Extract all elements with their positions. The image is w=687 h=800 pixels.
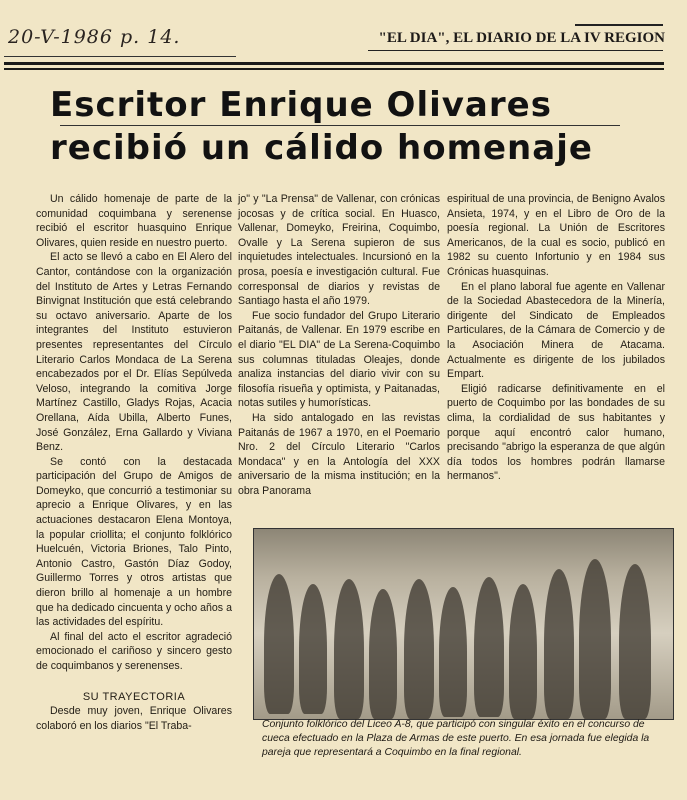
photo-caption: Conjunto folklórico del Liceo A-8, que participó con singular éxito en el concurso de cueca efectuado en la Plaza de Armas de este puerto. En esa jornada fue elegida la pareja que representará a Coquimbo en la final regional. (262, 719, 650, 758)
newspaper-name: "EL DIA", EL DIARIO DE LA IV REGION (378, 30, 665, 46)
paragraph: espiritual de una provincia, de Benigno Avalos Ansieta, 1974, y en el Libro de Oro de la poesía regional. La Unión de Escritores Americanos, de la cual es socio, publicó en 1982 su cuento Infortunio y en 1984 sus Crónicas huasquinas. (447, 193, 665, 278)
paragraph: El acto se llevó a cabo en El Alero del Cantor, contándose con la organización del Instituto de Artes y Letras Fernando Binvignat Institución que está celebrando su octavo aniversario. Aparte de los integrantes del Instituto estuvieron presentes representantes del Círculo Literario Carlos Mondaca de La Serena encabezados por el Dr. Elías Sepúlveda Veloso, integrando la comitiva Jorge Martínez Castillo, Gladys Rojas, Acacia Orellana, Aída Ubilla, Alberto Funes, José González, Erna Gallardo y Viviana Benz. (36, 251, 232, 454)
header-rule (4, 68, 664, 70)
subheading: SU TRAYECTORIA (82, 690, 186, 703)
article-column-2 (238, 192, 440, 498)
headline-line-2: recibió un cálido homenaje (50, 128, 593, 168)
paragraph: Desde muy joven, Enrique Olivares colaboró en los diarios "El Traba- (36, 705, 232, 732)
paragraph: Eligió radicarse definitivamente en el puerto de Coquimbo por las bondades de su clima, la cordialidad de sus habitantes y porque aquí encontró calor humano, precisando "abrigo la esperanza de que algún día todos los hombres podrán llamarse hermanos". (447, 382, 665, 483)
paragraph: jo" y "La Prensa" de Vallenar, con crónicas jocosas y de crítica social. En Huasco, Vallenar, Domeyko, Freirina, Coquimbo, Ovalle y La Serena supieron de sus inquietudes intelectuales. Incursionó en la prosa, poesía e investigación cultural. Fue corresponsal de diarios y revistas de Santiago hasta el año 1979. (238, 193, 440, 308)
divider (4, 56, 236, 57)
divider (575, 24, 663, 26)
handwritten-date-note: 20-V-1986 p. 14. (8, 26, 181, 48)
article-column-3 (447, 192, 665, 484)
header-rule (4, 62, 664, 65)
paragraph: En el plano laboral fue agente en Vallenar de la Sociedad Abastecedora de la Minería, dirigente del Sindicato de Empleados Particulares, de la Cámara de Comercio y de la Asociación Minera de Atacama. Actualmente es dirigente de los jubilados Empart. (447, 280, 665, 381)
paragraph: Un cálido homenaje de parte de la comunidad coquimbana y serenense recibió el escritor huasquino Enrique Olivares, quien reside en nuestro puerto. (36, 193, 232, 249)
paragraph: Al final del acto el escritor agradeció emocionado el cariñoso y sincero gesto de coquimbanos y serenenses. (36, 630, 232, 672)
paragraph: Se contó con la destacada participación del Grupo de Amigos de Domeyko, que concurrió a testimoniar su aprecio a Enrique Olivares, y en las actuaciones destacaron Elena Montoya, la popular criollita; el conjunto folklórico Huelcuén, Victoria Briones, Talo Pinto, Antonio Castro, Gastón Díaz Godoy, Guillermo Torres y otros artistas que dieron brillo al homenaje a un hombre que ha dedicado cincuenta y ocho años a las actividades del espíritu. (36, 455, 232, 629)
article-column-1 (36, 192, 232, 733)
paragraph: Ha sido antalogado en las revistas Paitanás de 1967 a 1970, en el Poemario Nro. 2 del Círculo Literario "Carlos Mondaca" y en la Antología del XXX aniversario de la misma institución; en la obra Panorama (238, 411, 440, 497)
divider (368, 50, 663, 51)
group-photo (253, 528, 674, 720)
headline-line-1: Escritor Enrique Olivares (50, 85, 552, 125)
headline-divider (60, 125, 620, 126)
paragraph: Fue socio fundador del Grupo Literario Paitanás, de Vallenar. En 1979 escribe en el diario "EL DIA" de La Serena-Coquimbo sus columnas tituladas Oleajes, donde analiza instancias del diario vivir con su filosofía risueña y optimista, y Paitanadas, notas sutiles y humorísticas. (238, 309, 440, 410)
